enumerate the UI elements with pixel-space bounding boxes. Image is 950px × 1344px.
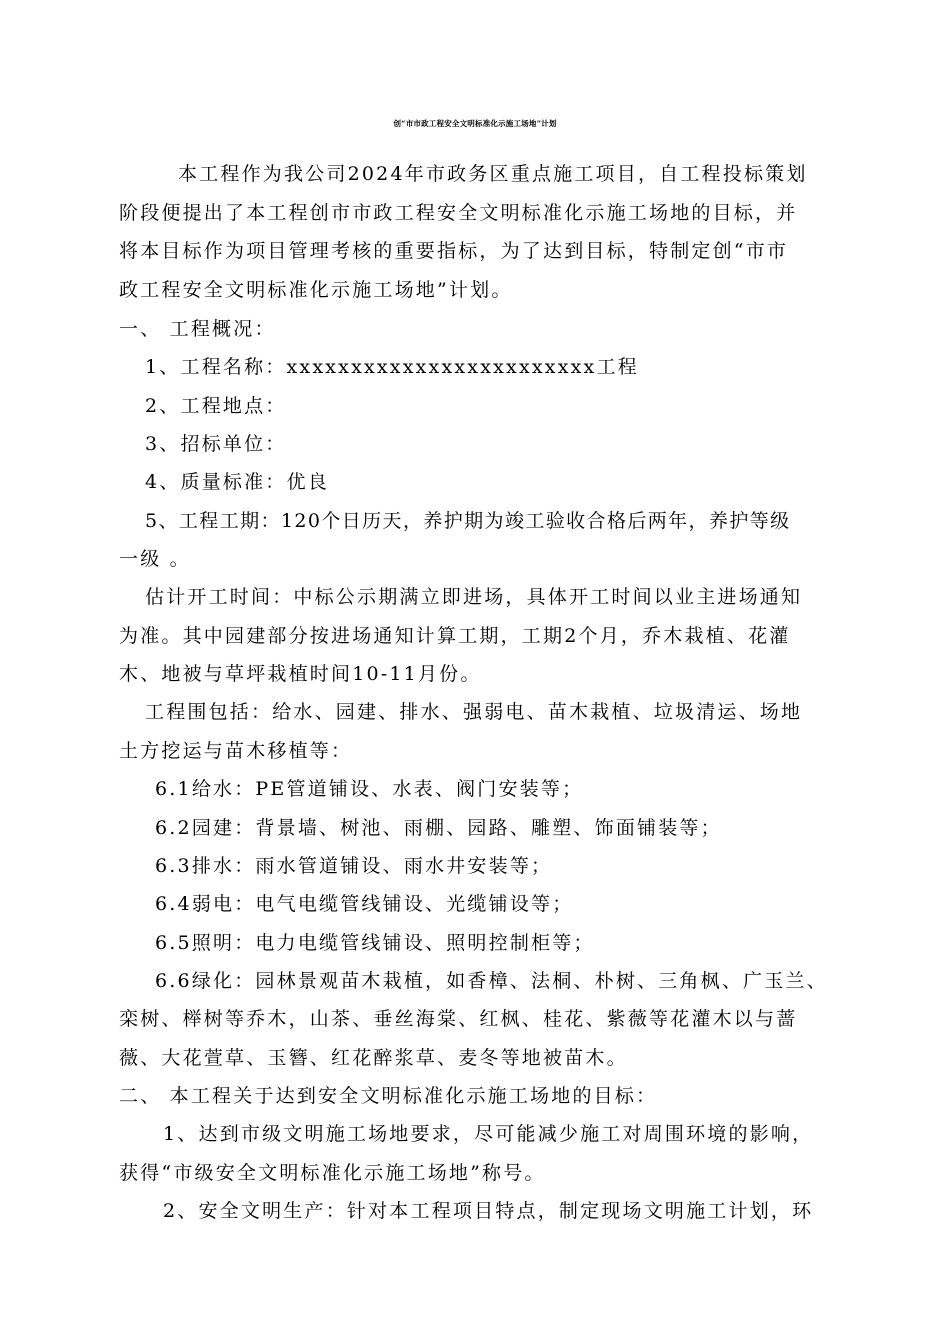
section1-heading: 一、 工程概况： bbox=[119, 318, 276, 340]
greening-line-3: 薇、大花萱草、玉簪、红花醉浆草、麦冬等地被苗木。 bbox=[119, 1047, 628, 1069]
greening-line-2: 栾树、榉树等乔木，山茶、垂丝海棠、红枫、桂花、紫薇等花灌木以与蔷 bbox=[119, 1008, 798, 1030]
document-title: 创“市市政工程安全文明标准化示施工场地”计划 bbox=[393, 119, 557, 128]
section2-heading: 二、 本工程关于达到安全文明标准化示施工场地的目标： bbox=[119, 1085, 658, 1107]
scope-line-1: 工程围包括：给水、园建、排水、强弱电、苗木栽植、垃圾清运、场地 bbox=[145, 701, 803, 723]
start-time-line-2: 为准。其中园建部分按进场通知计算工期，工期2个月，乔木栽植、花灌 bbox=[119, 625, 791, 647]
weak-current-item: 6.4弱电：电气电缆管线铺设、光缆铺设等； bbox=[155, 893, 574, 915]
start-time-line-3: 木、地被与草坪栽植时间10-11月份。 bbox=[119, 663, 482, 685]
intro-line-3: 将本目标作为项目管理考核的重要指标，为了达到目标，特制定创“市市 bbox=[119, 240, 789, 262]
scope-line-2: 土方挖运与苗木移植等： bbox=[119, 740, 353, 762]
greening-line-1: 6.6绿化：园林景观苗木栽植，如香樟、法桐、朴树、三角枫、广玉兰、 bbox=[155, 970, 828, 992]
quality-standard-item: 4、质量标准：优良 bbox=[145, 471, 329, 493]
landscape-construction-item: 6.2园建：背景墙、树池、雨棚、园路、雕塑、饰面铺装等； bbox=[155, 817, 722, 839]
period-line-1: 5、工程工期：120个日历天，养护期为竣工验收合格后两年，养护等级 bbox=[145, 510, 791, 532]
drainage-item: 6.3排水：雨水管道铺设、雨水井安装等； bbox=[155, 855, 553, 877]
goal2-line-1: 2、安全文明生产：针对本工程项目特点，制定现场文明施工计划，环 bbox=[163, 1200, 814, 1222]
project-name-item: 1、工程名称：xxxxxxxxxxxxxxxxxxxxxxxx工程 bbox=[145, 356, 639, 378]
lighting-item: 6.5照明：电力电缆管线铺设、照明控制柜等； bbox=[155, 932, 595, 954]
start-time-line-1: 估计开工时间：中标公示期满立即进场，具体开工时间以业主进场通知 bbox=[145, 586, 803, 608]
period-line-2: 一级 。 bbox=[119, 548, 191, 570]
intro-line-2: 阶段便提出了本工程创市市政工程安全文明标准化示施工场地的目标，并 bbox=[119, 202, 798, 224]
goal1-line-1: 1、达到市级文明施工场地要求，尽可能减少施工对周围环境的影响， bbox=[163, 1123, 814, 1145]
intro-line-4: 政工程安全文明标准化示施工场地”计划。 bbox=[119, 279, 513, 301]
goal1-line-2: 获得“市级安全文明标准化示施工场地”称号。 bbox=[119, 1162, 546, 1184]
water-supply-item: 6.1给水：PE管道铺设、水表、阀门安装等； bbox=[155, 778, 584, 800]
bidding-unit-item: 3、招标单位： bbox=[145, 433, 287, 455]
project-location-item: 2、工程地点： bbox=[145, 395, 287, 417]
intro-line-1: 本工程作为我公司2024年市政务区重点施工项目，自工程投标策划 bbox=[178, 163, 808, 185]
